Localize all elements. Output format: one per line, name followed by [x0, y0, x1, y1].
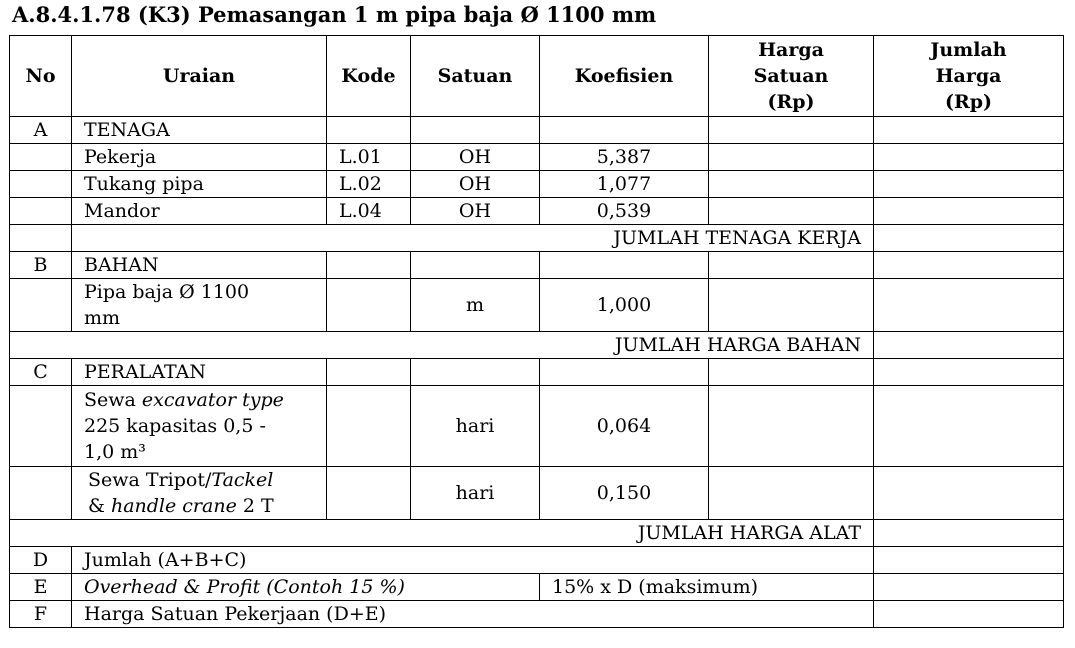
- uraian-cell: Tukang pipa: [72, 171, 327, 198]
- empty-cell: [709, 279, 874, 332]
- empty-cell: [874, 547, 1064, 574]
- empty-cell: [874, 252, 1064, 279]
- table-row: [10, 279, 1064, 332]
- summary-label: Overhead & Profit (Contoh 15 %): [72, 574, 540, 601]
- empty-cell: [327, 386, 411, 467]
- uraian-italic: handle crane: [110, 495, 237, 517]
- uraian-text: Sewa: [84, 389, 142, 411]
- summary-no: D: [10, 547, 72, 574]
- empty-cell: [10, 279, 72, 332]
- section-no: B: [10, 252, 72, 279]
- satuan-cell: hari: [411, 467, 540, 520]
- page-title: A.8.4.1.78 (K3) Pemasangan 1 m pipa baja Ø 1100 mm: [12, 2, 657, 27]
- satuan-cell: hari: [411, 386, 540, 467]
- uraian-cell: [72, 279, 327, 332]
- empty-cell: [540, 252, 709, 279]
- empty-cell: [874, 171, 1064, 198]
- empty-cell: [10, 467, 72, 520]
- header-uraian: Uraian: [72, 36, 327, 117]
- header-harga-satuan-line3: (Rp): [767, 91, 815, 113]
- section-row-peralatan: [10, 359, 1064, 386]
- uraian-cell: [72, 386, 327, 467]
- header-harga-satuan-line1: Harga: [758, 39, 824, 61]
- table-row: [10, 198, 1064, 225]
- koefisien-cell: 0,064: [540, 386, 709, 467]
- kode-cell: L.01: [327, 144, 411, 171]
- header-kode: Kode: [327, 36, 411, 117]
- summary-no: E: [10, 574, 72, 601]
- empty-cell: [709, 117, 874, 144]
- summary-row-f: [10, 601, 1064, 628]
- uraian-cell: Pekerja: [72, 144, 327, 171]
- section-row-tenaga: [10, 117, 1064, 144]
- header-satuan: Satuan: [411, 36, 540, 117]
- table-row: [10, 171, 1064, 198]
- empty-cell: [874, 359, 1064, 386]
- empty-cell: [874, 225, 1064, 252]
- empty-cell: [709, 171, 874, 198]
- empty-cell: [411, 252, 540, 279]
- summary-label: Harga Satuan Pekerjaan (D+E): [72, 601, 874, 628]
- satuan-cell: OH: [411, 198, 540, 225]
- uraian-cell: Mandor: [72, 198, 327, 225]
- empty-cell: [540, 359, 709, 386]
- empty-cell: [874, 520, 1064, 547]
- summary-row-d: [10, 547, 1064, 574]
- header-koefisien: Koefisien: [540, 36, 709, 117]
- uraian-text: Sewa Tripot/: [88, 469, 212, 491]
- uraian-line: Pipa baja Ø 1100: [84, 281, 250, 303]
- uraian-text: &: [88, 495, 111, 517]
- empty-cell: [709, 467, 874, 520]
- koefisien-cell: 5,387: [540, 144, 709, 171]
- empty-cell: [10, 198, 72, 225]
- empty-cell: [709, 252, 874, 279]
- empty-cell: [327, 279, 411, 332]
- kode-cell: L.04: [327, 198, 411, 225]
- empty-cell: [709, 144, 874, 171]
- total-row-tenaga: [10, 225, 1064, 252]
- summary-row-e: [10, 574, 1064, 601]
- section-label: BAHAN: [72, 252, 327, 279]
- satuan-cell: m: [411, 279, 540, 332]
- uraian-text: 2 T: [236, 495, 274, 517]
- table-row: [10, 144, 1064, 171]
- section-label: PERALATAN: [72, 359, 327, 386]
- uraian-italic: excavator type: [141, 389, 284, 411]
- uraian-line: 225 kapasitas 0,5 -: [84, 415, 266, 437]
- empty-cell: [874, 386, 1064, 467]
- satuan-cell: OH: [411, 144, 540, 171]
- empty-cell: [10, 225, 72, 252]
- header-no: No: [10, 36, 72, 117]
- section-no: C: [10, 359, 72, 386]
- empty-cell: [709, 359, 874, 386]
- empty-cell: [874, 332, 1064, 359]
- total-row-bahan: [10, 332, 1064, 359]
- header-jumlah-harga-line2: Harga: [935, 65, 1002, 87]
- header-row: [10, 36, 1064, 117]
- empty-cell: [709, 198, 874, 225]
- empty-cell: [540, 117, 709, 144]
- empty-cell: [411, 359, 540, 386]
- section-no: A: [10, 117, 72, 144]
- empty-cell: [874, 144, 1064, 171]
- summary-label: Jumlah (A+B+C): [72, 547, 874, 574]
- header-jumlah-harga-line1: Jumlah: [930, 39, 1007, 61]
- empty-cell: [327, 117, 411, 144]
- empty-cell: [327, 252, 411, 279]
- koefisien-cell: 0,539: [540, 198, 709, 225]
- empty-cell: [411, 117, 540, 144]
- empty-cell: [327, 467, 411, 520]
- empty-cell: [874, 198, 1064, 225]
- total-row-alat: [10, 520, 1064, 547]
- empty-cell: [874, 117, 1064, 144]
- table-row: [10, 386, 1064, 467]
- empty-cell: [709, 386, 874, 467]
- koefisien-cell: 1,000: [540, 279, 709, 332]
- header-harga-satuan-line2: Satuan: [753, 65, 829, 87]
- section-label: TENAGA: [72, 117, 327, 144]
- header-jumlah-harga-line3: (Rp): [944, 91, 993, 113]
- total-label: JUMLAH HARGA BAHAN: [10, 332, 874, 359]
- uraian-cell: [72, 467, 327, 520]
- empty-cell: [874, 467, 1064, 520]
- empty-cell: [327, 359, 411, 386]
- summary-no: F: [10, 601, 72, 628]
- empty-cell: [874, 574, 1064, 601]
- table-row: [10, 467, 1064, 520]
- section-row-bahan: [10, 252, 1064, 279]
- koefisien-cell: 1,077: [540, 171, 709, 198]
- empty-cell: [10, 386, 72, 467]
- empty-cell: [874, 279, 1064, 332]
- empty-cell: [874, 601, 1064, 628]
- header-harga-satuan: [709, 36, 874, 117]
- kode-cell: L.02: [327, 171, 411, 198]
- total-label: JUMLAH TENAGA KERJA: [72, 225, 874, 252]
- total-label: JUMLAH HARGA ALAT: [10, 520, 874, 547]
- koefisien-cell: 0,150: [540, 467, 709, 520]
- empty-cell: [10, 171, 72, 198]
- uraian-line: 1,0 m³: [84, 441, 146, 463]
- empty-cell: [10, 144, 72, 171]
- uraian-italic: Tackel: [211, 469, 274, 491]
- header-jumlah-harga: [874, 36, 1064, 117]
- uraian-line: mm: [84, 307, 121, 329]
- analysis-table: [9, 35, 1064, 628]
- summary-formula: 15% x D (maksimum): [540, 574, 874, 601]
- satuan-cell: OH: [411, 171, 540, 198]
